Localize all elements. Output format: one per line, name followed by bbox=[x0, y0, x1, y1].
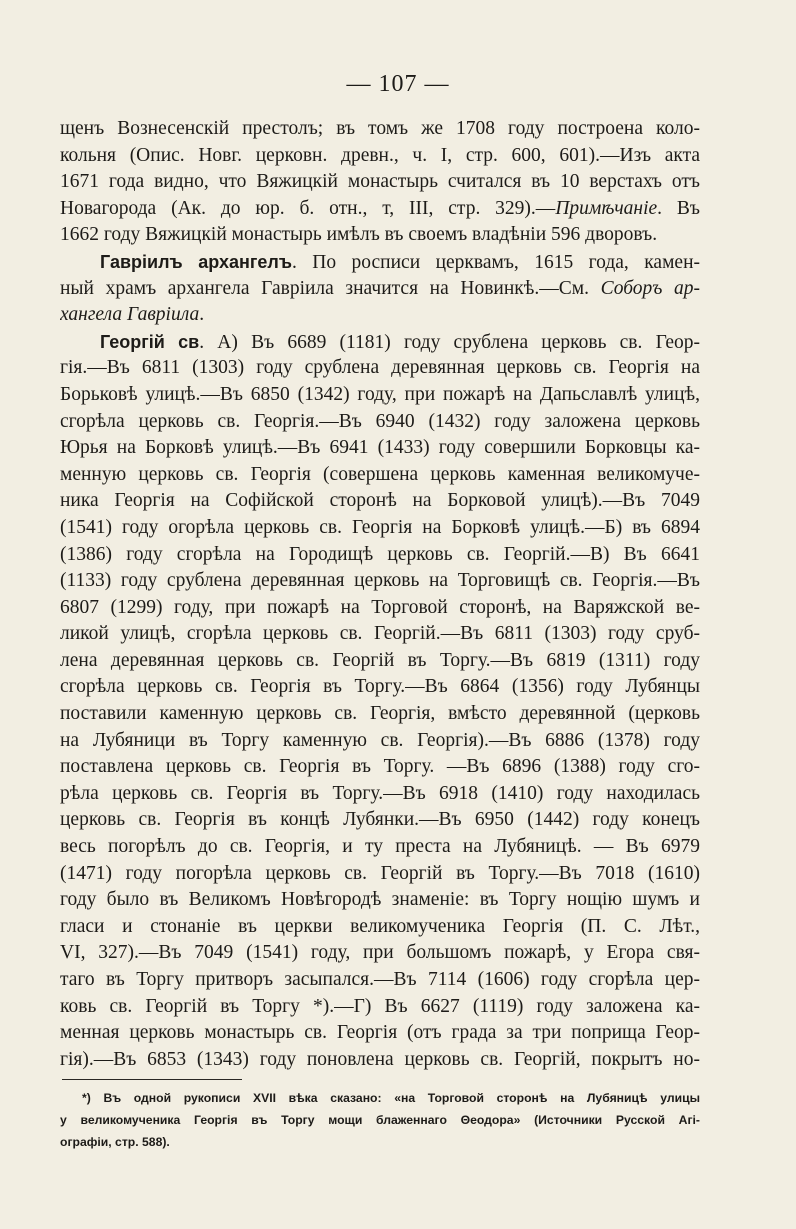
footnote-line: ографіи, стр. 588). bbox=[60, 1135, 170, 1149]
body-text bbox=[60, 116, 700, 1073]
footnote bbox=[60, 1087, 700, 1153]
text-line: сгорѣла церковь св. Георгія въ Торгу.—Въ 6864 (1356) году Лубянцы bbox=[60, 676, 700, 698]
text-line: ный храмъ архангела Гавріила значится на Новинкѣ.—См. Соборъ ар- bbox=[60, 277, 700, 299]
text-line: менная церковь монастырь св. Георгія (отъ града за три поприща Геор- bbox=[60, 1022, 700, 1044]
text-line: 6807 (1299) году, при пожарѣ на Торговой сторонѣ, на Варяжской ве- bbox=[60, 596, 700, 618]
text-line: ника Георгія на Софійской сторонѣ на Борковой улицѣ).—Въ 7049 bbox=[60, 490, 700, 512]
text-line: Новагорода (Ак. до юр. б. отн., т, III, стр. 329).—Примѣчаніе. Въ bbox=[60, 197, 700, 219]
text-line: (1133) году срублена деревянная церковь на Торговищѣ св. Георгія.—Въ bbox=[60, 570, 700, 592]
text-line: ковь св. Георгій въ Торгу *).—Г) Въ 6627 (1119) году заложена ка- bbox=[60, 995, 700, 1017]
entry-heading: Гавріилъ архангелъ bbox=[100, 251, 292, 272]
text-line: Гавріилъ архангелъ. По росписи церквамъ, 1615 года, камен- bbox=[100, 251, 700, 273]
text-line: весь погорѣлъ до св. Георгія, и ту преста на Лубяницѣ. — Въ 6979 bbox=[60, 836, 700, 858]
cross-reference: хангела Гавріила bbox=[60, 304, 200, 326]
text-line: поставили каменную церковь св. Георгія, вмѣсто деревянной (церковь bbox=[60, 703, 700, 725]
text-line: VI, 327).—Въ 7049 (1541) году, при большомъ пожарѣ, у Егора свя- bbox=[60, 942, 700, 964]
text-line: 1662 году Вяжицкій монастырь имѣлъ въ своемъ владѣніи 596 дворовъ. bbox=[60, 224, 658, 246]
page-number: — 107 — bbox=[346, 71, 450, 97]
text-line: кольня (Опис. Новг. церковн. древн., ч. I, стр. 600, 601).—Изъ акта bbox=[60, 144, 700, 166]
text-line: сгорѣла церковь св. Георгія.—Въ 6940 (1432) году заложена церковь bbox=[60, 410, 700, 432]
text-line: (1541) году огорѣла церковь св. Георгія на Борковѣ улицѣ.—Б) въ 6894 bbox=[60, 516, 700, 538]
text-line: Юрья на Борковѣ улицѣ.—Въ 6941 (1433) году совершили Борковцы ка- bbox=[60, 437, 700, 459]
footnote-line: *) Въ одной рукописи XVII вѣка сказано: «на Торговой сторонѣ на Лубяницѣ улицы bbox=[82, 1091, 700, 1105]
text-line: ликой улицѣ, сгорѣла церковь св. Георгій.—Въ 6811 (1303) году сруб- bbox=[60, 623, 700, 645]
text-line: хангела Гавріила. bbox=[60, 304, 205, 326]
text-line: гласи и стонаніе въ церкви великомученика Георгія (П. С. Лѣт., bbox=[60, 915, 700, 937]
text-line: году было въ Великомъ Новѣгородѣ знаменіе: въ Торгу нощію шумъ и bbox=[60, 889, 700, 911]
text-line: на Лубяници въ Торгу каменную св. Георгія).—Въ 6886 (1378) году bbox=[60, 729, 700, 751]
text-line: гія.—Въ 6811 (1303) году срублена деревянная церковь св. Георгія на bbox=[60, 357, 700, 379]
text-line: (1471) году погорѣла церковь св. Георгій въ Торгу.—Въ 7018 (1610) bbox=[60, 862, 700, 884]
text-line: 1671 года видно, что Вяжицкій монастырь считался въ 10 верстахъ отъ bbox=[60, 171, 700, 193]
cross-reference: Соборъ ар- bbox=[600, 277, 700, 299]
text-line: лена деревянная церковь св. Георгій въ Торгу.—Въ 6819 (1311) году bbox=[60, 649, 700, 671]
cross-reference: Примѣчаніе bbox=[555, 197, 658, 219]
text-line: поставлена церковь св. Георгія въ Торгу. —Въ 6896 (1388) году сго- bbox=[60, 756, 700, 778]
entry-heading: Георгій св bbox=[100, 331, 200, 352]
text-line: церковь св. Георгія въ концѣ Лубянки.—Въ 6950 (1442) году конецъ bbox=[60, 809, 700, 831]
text-line: менную церковь св. Георгія (совершена церковь каменная великомуче- bbox=[60, 463, 700, 485]
text-line: щенъ Вознесенскій престолъ; въ томъ же 1708 году построена коло- bbox=[60, 118, 700, 139]
text-line: Георгій св. А) Въ 6689 (1181) году срублена церковь св. Геор- bbox=[100, 331, 700, 353]
footnote-line: у великомученика Георгія въ Торгу мощи блаженнаго Θеодора» (Источники Русской Агі- bbox=[60, 1113, 700, 1127]
text-line: гія).—Въ 6853 (1343) году поновлена церковь св. Георгій, покрытъ но- bbox=[60, 1048, 700, 1070]
footnote-divider bbox=[62, 1079, 242, 1080]
text-line: Борьковѣ улицѣ.—Въ 6850 (1342) году, при пожарѣ на Дапьславлѣ улицѣ, bbox=[60, 383, 700, 405]
text-line: рѣла церковь св. Георгія въ Торгу.—Въ 6918 (1410) году находилась bbox=[60, 782, 700, 804]
text-line: таго въ Торгу притворъ засыпался.—Въ 7114 (1606) году сгорѣла цер- bbox=[60, 969, 700, 990]
text-line: (1386) году сгорѣла на Городищѣ церковь св. Георгій.—В) Въ 6641 bbox=[60, 543, 700, 565]
